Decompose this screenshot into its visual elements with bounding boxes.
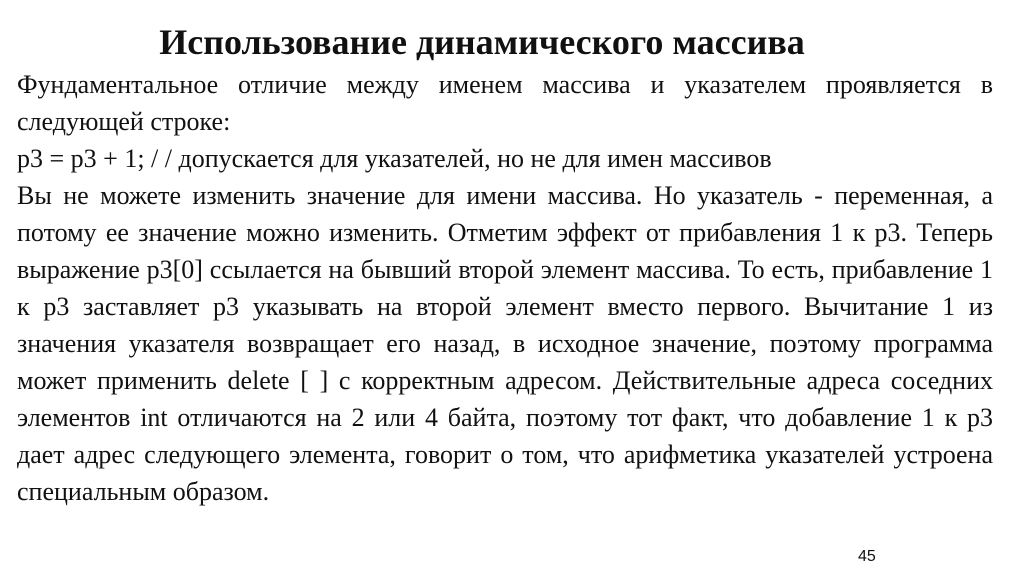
- page-number: 45: [858, 548, 876, 565]
- explanation-paragraph: Вы не можете изменить значение для имени массива. Но указатель - переменная, а потому ее значение можно изменить. Отметим эффект от прибавления 1 к р3. Теперь выражение р3[0] ссылается на бывший второй элемент массива. То есть, прибавление 1 к р3 заставляет р3 указывать на второй элемент вместо первого. Вычитание 1 из значения указателя возвращает его назад, в исходное значение, поэтому программа может применить delete [ ] с корректным адресом. Действительные адреса соседних элементов int отличаются на 2 или 4 байта, поэтому тот факт, что добавление 1 к р3 дает адрес следующего элемента, говорит о том, что арифметика указателей устроена специальным образом.: [17, 181, 993, 506]
- intro-paragraph: Фундаментальное отличие между именем массива и указателем проявляется в следующей строке:: [17, 70, 993, 136]
- code-line: р3 = р3 + 1; / / допускается для указателей, но не для имен массивов: [17, 144, 772, 173]
- slide-title: Использование динамического массива: [159, 22, 805, 62]
- slide-body: [17, 66, 993, 510]
